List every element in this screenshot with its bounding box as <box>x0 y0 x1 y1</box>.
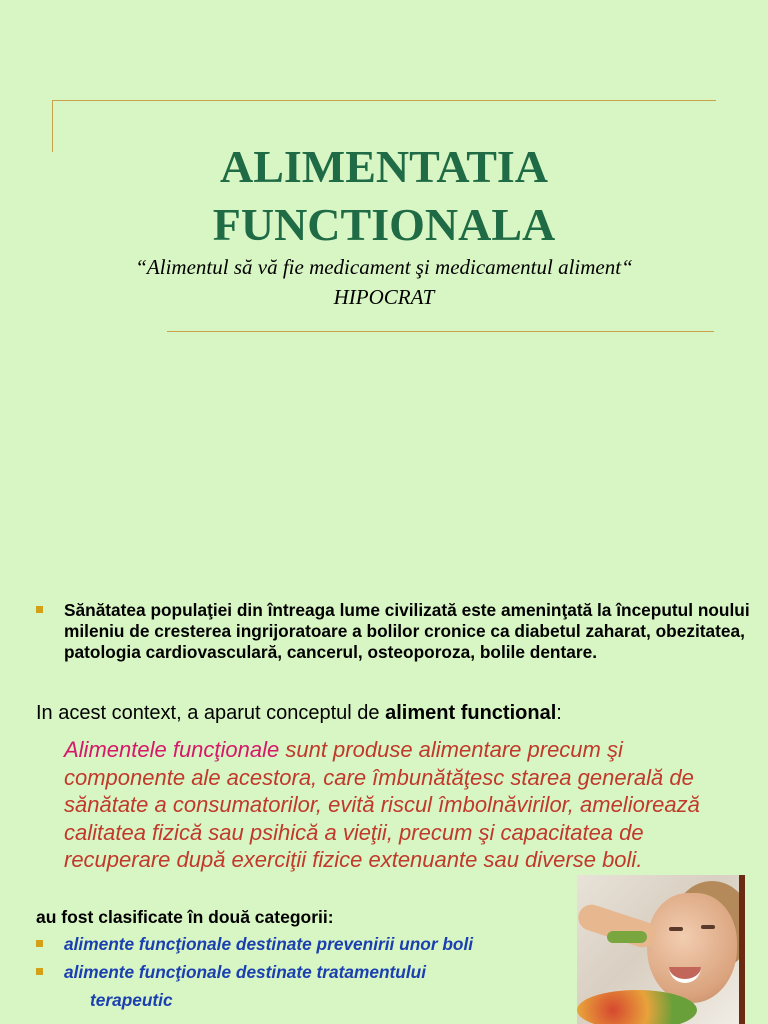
definition-paragraph <box>64 736 704 874</box>
bullet-square-icon <box>36 606 43 613</box>
photo-salad-bowl <box>577 990 697 1024</box>
quote-author: HIPOCRAT <box>333 285 435 309</box>
frame-top-line <box>52 100 716 101</box>
photo-eye-left <box>669 927 683 931</box>
intro-paragraph <box>64 600 754 663</box>
bullet-square-icon <box>36 940 43 947</box>
context-prefix: In acest context, a aparut conceptul de <box>36 702 386 724</box>
photo-arm <box>577 901 659 950</box>
context-paragraph <box>36 700 756 726</box>
quote-text: “Alimentul să vă fie medicament şi medicamentul aliment“ <box>135 255 633 279</box>
category-label: alimente funcţionale destinate tratamentului <box>64 962 427 982</box>
categories-heading: au fost clasificate în două categorii: <box>36 907 334 927</box>
slide-title-line-2: FUNCTIONALA <box>212 199 556 250</box>
photo-eye-right <box>701 925 715 929</box>
photo-face <box>647 893 737 1003</box>
context-suffix: : <box>556 702 562 724</box>
intro-text: Sănătatea populaţiei din întreaga lume civilizată este ameninţată la începutul noului mileniu de cresterea ingrijoratoare a bolilor cronice ca diabetul zaharat, obezitatea, patologia cardiovasculară, cancerul, osteoporoza, bolile dentare. <box>64 600 750 662</box>
photo-edge <box>739 875 745 1024</box>
category-item-prevention <box>64 933 584 955</box>
slide-title-line-1: ALIMENTATIA <box>220 141 548 192</box>
photo-fork-with-greens <box>607 931 647 943</box>
definition-term: Alimentele funcţionale <box>64 737 280 762</box>
category-label: alimente funcţionale destinate prevenirii unor boli <box>64 934 474 954</box>
frame-bottom-line <box>167 331 714 332</box>
woman-eating-salad-photo <box>577 875 745 1024</box>
context-term: aliment functional <box>385 702 557 724</box>
category-item-treatment-continued: terapeutic <box>90 990 173 1010</box>
bullet-square-icon <box>36 968 43 975</box>
definition-rest: sunt produse alimentare precum şi componente ale acestora, care îmbunătăţesc starea generală de sănătate a consumatorilor, evită riscul îmbolnăvirilor, ameliorează calitatea fizică sau psihică a vieţii, precum şi capacitatea de recuperare după exerciţii fizice extenuante sau diverse boli. <box>64 737 700 872</box>
category-item-treatment <box>64 961 584 983</box>
